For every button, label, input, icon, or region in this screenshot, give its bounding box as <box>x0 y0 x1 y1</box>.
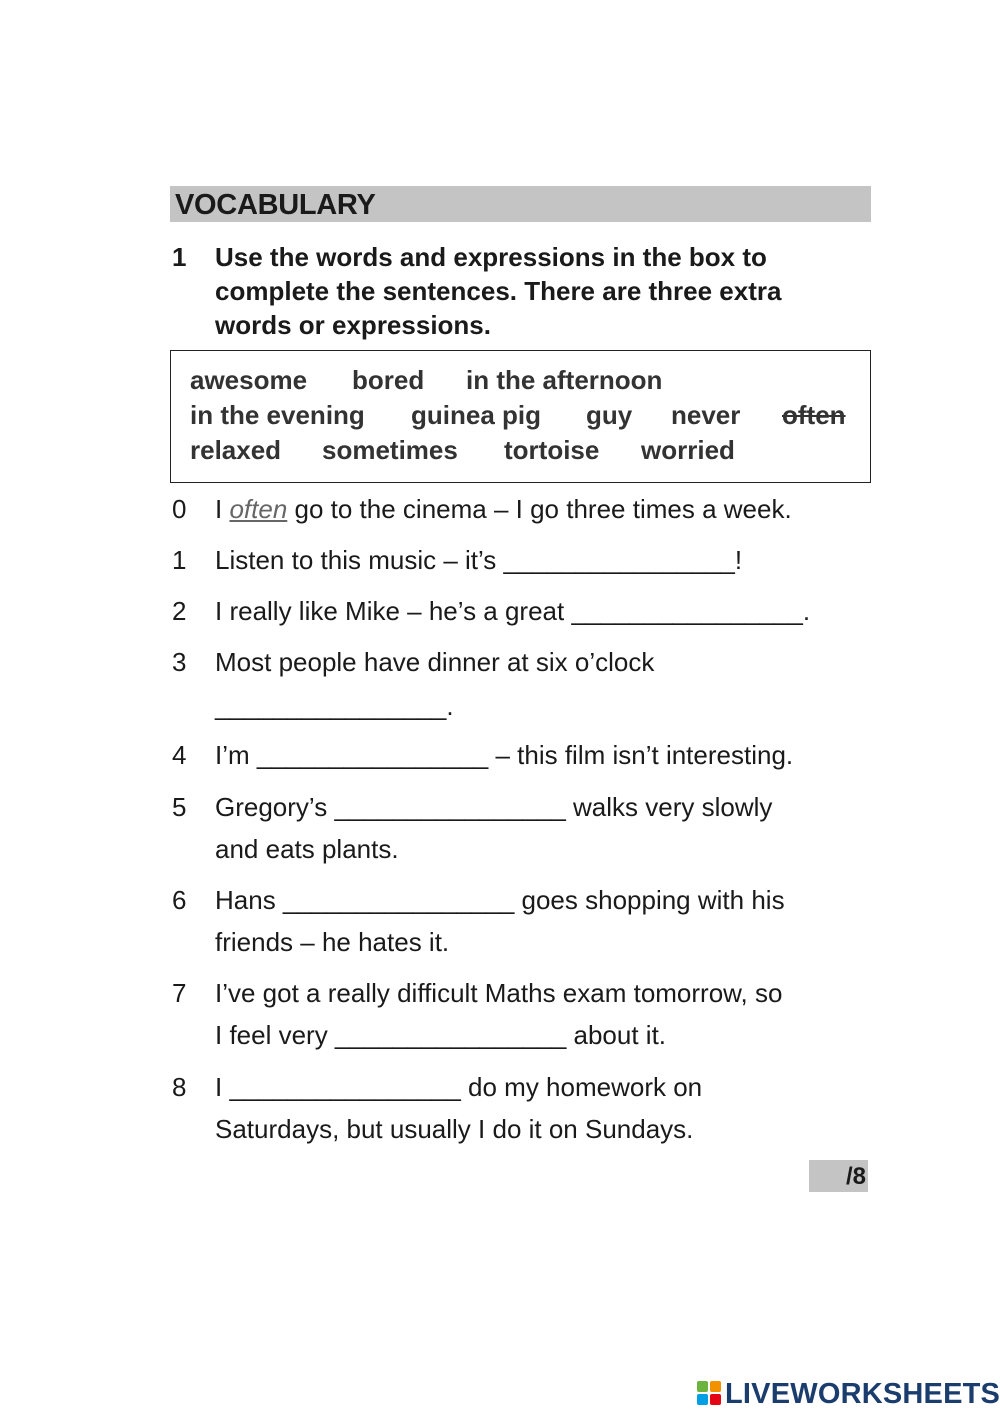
item-number: 2 <box>172 596 187 626</box>
word-sometimes: sometimes <box>322 435 458 465</box>
liveworksheets-logo[interactable] <box>697 1374 1000 1414</box>
item-number: 8 <box>172 1072 187 1102</box>
item-line: I’ve got a really difficult Maths exam tomorrow, so <box>215 978 783 1008</box>
word-bored: bored <box>352 365 425 395</box>
word-awesome: awesome <box>190 365 308 395</box>
item-line: ________________. <box>215 691 454 721</box>
item-number: 7 <box>172 978 187 1008</box>
item-line <box>215 488 792 530</box>
item-number: 0 <box>172 494 187 524</box>
word-box <box>170 350 871 483</box>
word-in-the-evening: in the evening <box>190 400 365 430</box>
instruction-line: Use the words and expressions in the box to <box>215 242 767 272</box>
item-number: 6 <box>172 885 187 915</box>
item-text: go to the cinema – I go three times a week. <box>287 494 792 524</box>
item-line: and eats plants. <box>215 834 399 864</box>
word-tortoise: tortoise <box>504 435 600 465</box>
instruction-line: complete the sentences. There are three extra <box>215 276 782 306</box>
item-line: Most people have dinner at six o’clock <box>215 647 655 677</box>
item-line: Listen to this music – it’s ________________! <box>215 545 743 575</box>
example-answer: often <box>229 494 288 524</box>
word-never: never <box>671 400 741 430</box>
item-line: I really like Mike – he’s a great ________________. <box>215 596 811 626</box>
liveworksheets-brand-text: LIVEWORKSHEETS <box>725 1377 1000 1410</box>
word-in-the-afternoon: in the afternoon <box>466 365 663 395</box>
word-often-struck: often <box>782 400 846 430</box>
score-box: /8 <box>809 1160 868 1192</box>
item-line: Gregory’s ________________ walks very slowly <box>215 792 773 822</box>
word-relaxed: relaxed <box>190 435 282 465</box>
item-line: friends – he hates it. <box>215 927 450 957</box>
item-number: 5 <box>172 792 187 822</box>
item-number: 3 <box>172 647 187 677</box>
instruction-text <box>215 240 865 342</box>
word-guy: guy <box>586 400 633 430</box>
section-title: VOCABULARY <box>170 186 871 222</box>
item-line: Saturdays, but usually I do it on Sundays. <box>215 1114 694 1144</box>
item-text: I <box>215 494 230 524</box>
item-number: 4 <box>172 740 187 770</box>
exercise-number: 1 <box>172 242 187 272</box>
word-worried: worried <box>641 435 735 465</box>
item-line: I ________________ do my homework on <box>215 1072 703 1102</box>
word-guinea-pig: guinea pig <box>411 400 541 430</box>
instruction-line: words or expressions. <box>215 310 491 340</box>
liveworksheets-logo-icon <box>697 1381 723 1407</box>
item-line: I’m ________________ – this film isn’t interesting. <box>215 740 794 770</box>
item-number: 1 <box>172 545 187 575</box>
item-line: I feel very ________________ about it. <box>215 1020 667 1050</box>
item-line: Hans ________________ goes shopping with his <box>215 885 785 915</box>
